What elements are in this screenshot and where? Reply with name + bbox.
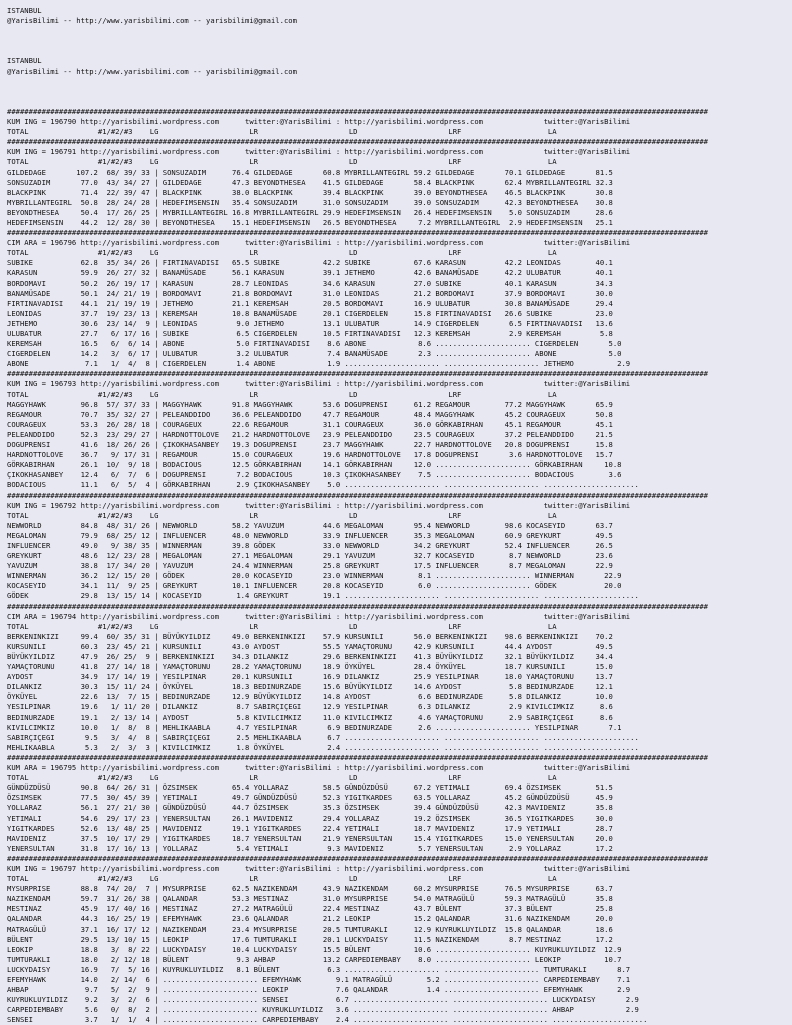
table-row: YENERSULTAN 31.8 17/ 16/ 13 | YOLLARAZ 5.4 YETIMALI 9.3 MAVIDENIZ 5.7 YENERSULTAN 2.9 YOLLARAZ 17.2 — [7, 843, 613, 853]
table-row: LEONIDAS 37.7 19/ 23/ 13 | KEREMSAH 10.8 BANAMÜSADE 20.1 CIGERDELEN 15.8 FIRTINAVADISI 26.6 SUBIKE 23.0 — [7, 308, 613, 318]
separator-line: ################################################################################################################################################################## — [7, 752, 709, 762]
table-row: BERKENINKIZI 99.4 60/ 35/ 31 | BÜYÜKYILDIZ 49.0 BERKENINKIZI 57.9 KURSUNILI 56.0 BERKENINKIZI 98.6 BERKENINKIZI 70.2 — [7, 631, 613, 641]
column-header: TOTAL #1/#2/#3 LG LR LD LRF LA — [7, 248, 557, 258]
table-row: BORDOMAVI 50.2 26/ 19/ 17 | KARASUN 28.7 LEONIDAS 34.6 KARASUN 27.0 SUBIKE 40.1 KARASUN 34.3 — [7, 278, 613, 288]
table-row: QALANDAR 44.3 16/ 25/ 19 | EFEMYHAWK 23.6 QALANDAR 21.2 LEOKIP 15.2 QALANDAR 31.6 NAZIKENDAM 20.0 — [7, 914, 613, 924]
race-header: KUM ING = 196791 http://yarisbilimi.wordpress.com twitter:@YarisBilimi : http://yarisbilimi.wordpress.com twitter:@YarisBilimi — [7, 147, 631, 157]
column-header: TOTAL #1/#2/#3 LG LR LD LRF LA — [7, 874, 557, 884]
header-line — [7, 36, 792, 46]
column-header: TOTAL #1/#2/#3 LG LR LD LRF LA — [7, 621, 557, 631]
table-row: YOLLARAZ 56.1 27/ 21/ 30 | GÜNDÜZDÜSÜ 44.7 ÖZSIMSEK 35.3 ÖZSIMSEK 39.4 GÜNDÜZDÜSÜ 42.3 MAVIDENIZ 35.8 — [7, 803, 613, 813]
table-row: YESILPINAR 19.6 1/ 11/ 20 | DILANKIZ 8.7 SABIRÇIÇEGI 12.9 YESILPINAR 6.3 DILANKIZ 2.9 KIVILCIMKIZ 8.6 — [7, 702, 613, 712]
column-header: TOTAL #1/#2/#3 LG LR LD LRF LA — [7, 510, 557, 520]
table-row: BÜLENT 29.5 13/ 10/ 15 | LEOKIP 17.6 TUMTURAKLI 20.1 LUCKYDAISY 11.5 NAZIKENDAM 8.7 MESTINAZ 17.2 — [7, 934, 613, 944]
race-header: KUM ARA = 196795 http://yarisbilimi.wordpress.com twitter:@YarisBilimi : http://yarisbilimi.wordpress.com twitter:@YarisBilimi — [7, 763, 631, 773]
table-row: YAMAÇTORUNU 41.8 27/ 14/ 18 | YAMAÇTORUNU 28.2 YAMAÇTORUNU 18.9 ÖYKÜYEL 28.4 ÖYKÜYEL 18.7 KURSUNILI 15.0 — [7, 662, 613, 672]
race-header: CIM ARA = 196794 http://yarisbilimi.wordpress.com twitter:@YarisBilimi : http://yarisbilimi.wordpress.com twitter:@YarisBilimi — [7, 611, 631, 621]
table-row: EFEMYHAWK 14.0 2/ 14/ 6 | ...................... EFEMYHAWK 9.1 MATRAGÜLÜ 5.2 ...................... CARPEDIEMBABY 7.1 — [7, 975, 631, 984]
table-row: KARASUN 59.9 26/ 27/ 32 | BANAMÜSADE 56.1 KARASUN 39.1 JETHEMO 42.6 BANAMÜSADE 42.2 ULUBATUR 40.1 — [7, 268, 613, 278]
table-row: MEHLIKAABLA 5.3 2/ 3/ 3 | KIVILCIMKIZ 1.8 ÖYKÜYEL 2.4 ...................... ...................... ...................... — [7, 742, 639, 752]
separator-line: ################################################################################################################################################################## — [7, 228, 709, 238]
header-line: ISTANBUL — [7, 56, 42, 66]
table-row: YETIMALI 54.6 29/ 17/ 23 | YENERSULTAN 26.1 MAVIDENIZ 29.4 YOLLARAZ 19.2 ÖZSIMSEK 36.5 YIGITKARDES 30.0 — [7, 813, 613, 823]
table-row: PELEANDDIDO 52.3 23/ 29/ 27 | HARDNOTTOLOVE 21.2 HARDNOTTOLOVE 23.9 PELEANDDIDO 23.5 COURAGEUX 37.2 PELEANDDIDO 21.5 — [7, 429, 613, 439]
table-row: DILANKIZ 30.3 15/ 11/ 24 | ÖYKÜYEL 18.3 BEDINURZADE 15.6 BÜYÜKYILDIZ 14.6 AYDOST 5.8 BEDINURZADE 12.1 — [7, 682, 613, 692]
table-row: ÖYKÜYEL 22.6 13/ 7/ 15 | BEDINURZADE 12.9 BÜYÜKYILDIZ 14.8 AYDOST 6.6 BEDINURZADE 5.8 DILANKIZ 10.0 — [7, 692, 613, 702]
separator-line: ################################################################################################################################################################## — [7, 369, 709, 379]
table-row: NEWWORLD 84.8 48/ 31/ 26 | NEWWORLD 58.2 YAVUZUM 44.6 MEGALOMAN 95.4 NEWWORLD 98.6 KOCASEYID 63.7 — [7, 520, 613, 530]
table-row: ÖZSIMSEK 77.5 30/ 45/ 39 | YETIMALI 49.7 GÜNDÜZDÜSÜ 52.3 YIGITKARDES 63.5 YOLLARAZ 45.2 GÜNDÜZDÜSÜ 45.9 — [7, 793, 613, 803]
table-row: MATRAGÜLÜ 37.1 16/ 17/ 12 | NAZIKENDAM 23.4 MYSURPRISE 20.5 TUMTURAKLI 12.9 KUYRUKLUYILDIZ 15.8 QALANDAR 18.6 — [7, 924, 613, 934]
separator-line: ################################################################################################################################################################## — [7, 853, 709, 863]
table-row: MAGGYHAWK 96.8 57/ 37/ 33 | MAGGYHAWK 91.8 MAGGYHAWK 53.6 DOGUPRENSI 61.2 REGAMOUR 77.2 MAGGYHAWK 65.9 — [7, 399, 613, 409]
header-line: ################################################################################################################################################################## — [7, 106, 709, 116]
table-row: AHBAP 9.7 5/ 2/ 9 | ...................... LEOKIP 7.6 QALANDAR 1.4 ...................... EFEMYHAWK 2.9 — [7, 985, 631, 995]
header-line — [7, 87, 792, 97]
table-row: JETHEMO 30.6 23/ 14/ 9 | LEONIDAS 9.0 JETHEMO 13.1 ULUBATUR 14.9 CIGERDELEN 6.5 FIRTINAVADISI 13.6 — [7, 318, 613, 328]
table-row: NAZIKENDAM 59.7 31/ 26/ 38 | QALANDAR 53.3 MESTINAZ 31.0 MYSURPRISE 54.0 MATRAGÜLÜ 59.3 MATRAGÜLÜ 35.8 — [7, 894, 613, 904]
table-row: KURSUNILI 60.3 23/ 45/ 21 | KURSUNILI 43.0 AYDOST 55.5 YAMAÇTORUNU 42.9 KURSUNILI 44.4 AYDOST 49.5 — [7, 641, 613, 651]
table-row: KEREMSAH 16.5 6/ 6/ 14 | ABONE 5.0 FIRTINAVADISI 8.6 ABONE 8.6 ...................... CIGERDELEN 5.0 — [7, 339, 622, 349]
header-line — [7, 46, 792, 56]
race-header: KUM ING = 196797 http://yarisbilimi.wordpress.com twitter:@YarisBilimi : http://yarisbilimi.wordpress.com twitter:@YarisBilimi — [7, 863, 631, 873]
header-line — [7, 26, 792, 36]
race-header: KUM ING = 196792 http://yarisbilimi.wordpress.com twitter:@YarisBilimi : http://yarisbilimi.wordpress.com twitter:@YarisBilimi — [7, 500, 631, 510]
table-row: SENSEI 3.7 1/ 1/ 4 | ...................... CARPEDIEMBABY 2.4 ...................... ...................... ...................... — [7, 1015, 648, 1025]
table-row: GÖRKABIRHAN 26.1 10/ 9/ 18 | BODACIOUS 12.5 GÖRKABIRHAN 14.1 GÖRKABIRHAN 12.0 ...................... GÖRKABIRHAN 10.8 — [7, 460, 622, 470]
table-row: HARDNOTTOLOVE 36.7 9/ 17/ 31 | REGAMOUR 15.0 COURAGEUX 19.6 HARDNOTTOLOVE 17.8 DOGUPRENSI 3.6 HARDNOTTOLOVE 15.7 — [7, 450, 613, 460]
table-row: ULUBATUR 27.7 6/ 17/ 16 | SUBIKE 6.5 CIGERDELEN 10.5 FIRTINAVADISI 12.3 KEREMSAH 2.9 KEREMSAH 5.8 — [7, 329, 613, 338]
table-row: ABONE 7.1 1/ 4/ 8 | CIGERDELEN 1.4 ABONE 1.9 ...................... ...................... JETHEMO 2.9 — [7, 359, 631, 369]
header-line: @YarisBilimi -- http://www.yarisbilimi.com -- yarisbilimi@gmail.com — [7, 66, 297, 76]
header-line: ISTANBUL — [7, 6, 42, 15]
table-row: SONSUZADIM 77.0 43/ 34/ 27 | GILDEDAGE 47.3 BEYONDTHESEA 41.5 GILDEDAGE 58.4 BLACKPINK 62.4 MYBRILLANTEGIRL 32.3 — [7, 177, 613, 187]
table-row: ÇIKOKHASANBEY 12.4 6/ 7/ 6 | DOGUPRENSI 7.2 BODACIOUS 10.3 ÇIKOKHASANBEY 7.5 ...................... BODACIOUS 3.6 — [7, 470, 622, 480]
table-row: GREYKURT 48.6 12/ 23/ 28 | MEGALOMAN 27.1 MEGALOMAN 29.1 YAVUZUM 32.7 KOCASEYID 8.7 NEWWORLD 23.6 — [7, 551, 613, 561]
column-header: TOTAL #1/#2/#3 LG LR LD LRF LA — [7, 127, 557, 137]
table-row: KUYRUKLUYILDIZ 9.2 3/ 2/ 6 | ...................... SENSEI 6.7 ...................... ...................... LUCKYDAISY 2.9 — [7, 995, 639, 1005]
table-row: GÜNDÜZDÜSÜ 90.8 64/ 26/ 31 | ÖZSIMSEK 65.4 YOLLARAZ 58.5 GÜNDÜZDÜSÜ 67.2 YETIMALI 69.4 ÖZSIMSEK 51.5 — [7, 783, 613, 793]
table-row: LUCKYDAISY 16.9 7/ 5/ 16 | KUYRUKLUYILDIZ 8.1 BÜLENT 6.3 ...................... ...................... TUMTURAKLI 8.7 — [7, 964, 631, 974]
table-row: SABIRÇIÇEGI 9.5 3/ 4/ 8 | SABIRÇIÇEGI 2.5 MEHLIKAABLA 6.7 ...................... ...................... ...................... — [7, 732, 639, 742]
header-line: @YarisBilimi -- http://www.yarisbilimi.com -- yarisbilimi@gmail.com — [7, 16, 297, 26]
table-row: SUBIKE 62.8 35/ 34/ 26 | FIRTINAVADISI 65.5 SUBIKE 42.2 SUBIKE 67.6 KARASUN 42.2 LEONIDAS 40.1 — [7, 258, 613, 268]
separator-line: ################################################################################################################################################################## — [7, 601, 709, 611]
table-row: CIGERDELEN 14.2 3/ 6/ 17 | ULUBATUR 3.2 ULUBATUR 7.4 BANAMÜSADE 2.3 ...................... ABONE 5.0 — [7, 349, 622, 359]
table-row: COURAGEUX 53.3 26/ 28/ 18 | COURAGEUX 22.6 REGAMOUR 31.1 COURAGEUX 36.0 GÖRKABIRHAN 45.1 REGAMOUR 45.1 — [7, 419, 613, 429]
table-row: REGAMOUR 70.7 35/ 32/ 27 | PELEANDDIDO 36.6 PELEANDDIDO 47.7 REGAMOUR 48.4 MAGGYHAWK 45.2 COURAGEUX 50.8 — [7, 409, 613, 419]
column-header: TOTAL #1/#2/#3 LG LR LD LRF LA — [7, 389, 557, 399]
table-row: BEDINURZADE 19.1 2/ 13/ 14 | AYDOST 5.8 KIVILCIMKIZ 11.0 KIVILCIMKIZ 4.6 YAMAÇTORUNU 2.9 SABIRÇIÇEGI 8.6 — [7, 712, 613, 722]
table-row: MYSURPRISE 88.8 74/ 20/ 7 | MYSURPRISE 62.5 NAZIKENDAM 43.9 NAZIKENDAM 60.2 MYSURPRISE 76.5 MYSURPRISE 63.7 — [7, 884, 613, 894]
table-row: MESTINAZ 45.9 17/ 40/ 16 | MESTINAZ 27.2 MATRAGÜLÜ 22.4 MESTINAZ 43.7 BÜLENT 37.3 BÜLENT 25.8 — [7, 904, 613, 914]
table-row: BEYONDTHESEA 50.4 17/ 26/ 25 | MYBRILLANTEGIRL 16.8 MYBRILLANTEGIRL 29.9 HEDEFIMSENSIN 26.4 HEDEFIMSENSIN 5.0 SONSUZADIM 28.6 — [7, 207, 613, 217]
table-row: MYBRILLANTEGIRL 50.8 28/ 24/ 28 | HEDEFIMSENSIN 35.4 SONSUZADIM 31.0 SONSUZADIM 39.0 SONSUZADIM 42.3 BEYONDTHESEA 30.8 — [7, 197, 613, 207]
table-row: AYDOST 34.9 17/ 14/ 19 | YESILPINAR 20.1 KURSUNILI 16.9 DILANKIZ 25.9 YESILPINAR 18.0 YAMAÇTORUNU 13.7 — [7, 672, 613, 682]
race-header: KUM ING = 196790 http://yarisbilimi.wordpress.com twitter:@YarisBilimi : http://yarisbilimi.wordpress.com twitter:@YarisBilimi — [7, 117, 631, 127]
race-header: CIM ARA = 196796 http://yarisbilimi.wordpress.com twitter:@YarisBilimi : http://yarisbilimi.wordpress.com twitter:@YarisBilimi — [7, 238, 631, 248]
table-row: FIRTINAVADISI 44.1 21/ 19/ 19 | JETHEMO 21.1 KEREMSAH 20.5 BORDOMAVI 16.9 ULUBATUR 30.8 BANAMÜSADE 29.4 — [7, 298, 613, 308]
column-header: TOTAL #1/#2/#3 LG LR LD LRF LA — [7, 157, 557, 167]
separator-line: ################################################################################################################################################################## — [7, 490, 709, 500]
column-header: TOTAL #1/#2/#3 LG LR LD LRF LA — [7, 773, 557, 783]
table-row: WINNERMAN 36.2 12/ 15/ 20 | GÖDEK 20.0 KOCASEYID 23.0 WINNERMAN 8.1 ...................... WINNERMAN 22.9 — [7, 571, 622, 581]
table-row: GILDEDAGE 107.2 68/ 39/ 33 | SONSUZADIM 76.4 GILDEDAGE 60.8 MYBRILLANTEGIRL 59.2 GILDEDAGE 70.1 GILDEDAGE 81.5 — [7, 167, 613, 177]
table-row: GÖDEK 29.8 13/ 15/ 14 | KOCASEYID 1.4 GREYKURT 19.1 ...................... ...................... ...................... — [7, 591, 639, 601]
table-row: KIVILCIMKIZ 10.0 1/ 8/ 8 | MEHLIKAABLA 4.7 YESILPINAR 6.9 BEDINURZADE 2.6 ...................... YESILPINAR 7.1 — [7, 722, 622, 732]
table-row: MAVIDENIZ 37.5 10/ 17/ 29 | YIGITKARDES 18.7 YENERSULTAN 21.9 YENERSULTAN 15.4 YIGITKARDES 15.0 YENERSULTAN 20.0 — [7, 833, 613, 843]
race-header: KUM ING = 196793 http://yarisbilimi.wordpress.com twitter:@YarisBilimi : http://yarisbilimi.wordpress.com twitter:@YarisBilimi — [7, 379, 631, 389]
table-row: YAVUZUM 38.8 17/ 34/ 20 | YAVUZUM 24.4 WINNERMAN 25.8 GREYKURT 17.5 INFLUENCER 8.7 MEGALOMAN 22.9 — [7, 561, 613, 571]
table-row: BÜYÜKYILDIZ 47.9 26/ 25/ 9 | BERKENINKIZI 34.3 DILANKIZ 29.6 BERKENINKIZI 41.3 BÜYÜKYILDIZ 32.1 BÜYÜKYILDIZ 34.4 — [7, 652, 613, 661]
table-row: CARPEDIEMBABY 5.6 0/ 8/ 2 | ...................... KUYRUKLUYILDIZ 3.6 ...................... ...................... AHBAP 2.9 — [7, 1005, 639, 1015]
table-row: LEOKIP 18.8 3/ 8/ 22 | LUCKYDAISY 10.4 LUCKYDAISY 15.5 BÜLENT 10.6 ...................... KUYRUKLUYILDIZ 12.9 — [7, 944, 622, 954]
table-row: BLACKPINK 71.4 22/ 39/ 47 | BLACKPINK 38.0 BLACKPINK 39.4 BLACKPINK 39.0 BEYONDTHESEA 46.5 BLACKPINK 30.8 — [7, 187, 613, 197]
table-row: MEGALOMAN 79.9 68/ 25/ 12 | INFLUENCER 48.0 NEWWORLD 33.9 INFLUENCER 35.3 MEGALOMAN 60.9 GREYKURT 49.5 — [7, 530, 613, 540]
table-row: BANAMÜSADE 50.1 24/ 21/ 19 | BORDOMAVI 21.8 BORDOMAVI 31.0 LEONIDAS 21.2 BORDOMAVI 37.9 BORDOMAVI 30.0 — [7, 288, 613, 298]
header-line — [7, 97, 792, 107]
table-row: DOGUPRENSI 41.6 18/ 26/ 26 | ÇIKOKHASANBEY 19.3 DOGUPRENSI 23.7 MAGGYHAWK 22.7 HARDNOTTOLOVE 20.8 DOGUPRENSI 15.8 — [7, 440, 613, 450]
table-row: YIGITKARDES 52.6 13/ 48/ 25 | MAVIDENIZ 19.1 YIGITKARDES 22.4 YETIMALI 18.7 MAVIDENIZ 17.9 YETIMALI 28.7 — [7, 823, 613, 833]
table-row: KOCASEYID 34.1 11/ 9/ 25 | GREYKURT 10.1 INFLUENCER 20.8 KOCASEYID 6.0 ...................... GÖDEK 20.0 — [7, 581, 622, 591]
separator-line: ################################################################################################################################################################## — [7, 137, 709, 147]
header-line — [7, 77, 792, 87]
table-row: INFLUENCER 49.0 9/ 38/ 35 | WINNERMAN 39.8 GÖDEK 33.0 NEWWORLD 34.2 GREYKURT 52.4 INFLUENCER 26.5 — [7, 540, 613, 550]
table-row: BODACIOUS 11.1 6/ 5/ 4 | GÖRKABIRHAN 2.9 ÇIKOKHASANBEY 5.0 ...................... ...................... ...................... — [7, 480, 639, 490]
table-row: TUMTURAKLI 18.0 2/ 12/ 18 | BÜLENT 9.3 AHBAP 13.2 CARPEDIEMBABY 8.0 ...................... LEOKIP 10.7 — [7, 954, 622, 964]
table-row: HEDEFIMSENSIN 44.2 12/ 28/ 30 | BEYONDTHESEA 15.1 HEDEFIMSENSIN 26.5 BEYONDTHESEA 7.2 MYBRILLANTEGIRL 2.9 HEDEFIMSENSIN 25.1 — [7, 217, 613, 227]
